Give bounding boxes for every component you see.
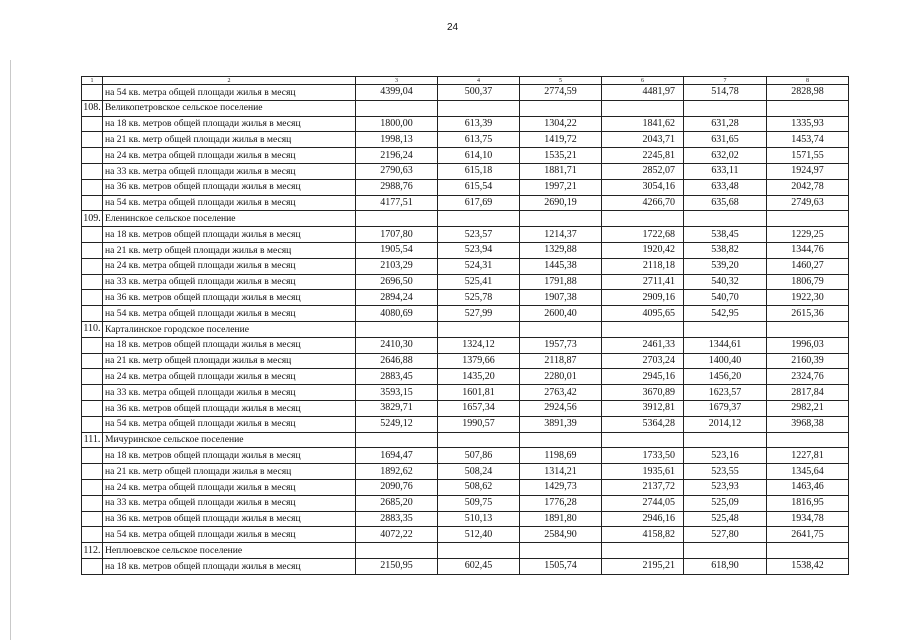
row-number — [82, 274, 103, 290]
value-cell: 1456,20 — [684, 369, 767, 385]
value-cell: 3968,38 — [767, 416, 849, 432]
value-cell — [767, 211, 849, 227]
section-row — [82, 543, 849, 559]
value-cell: 3829,71 — [356, 400, 438, 416]
value-cell: 1227,81 — [767, 448, 849, 464]
value-cell: 1679,37 — [684, 400, 767, 416]
value-cell: 2946,16 — [602, 511, 684, 527]
row-number — [82, 148, 103, 164]
column-number: 7 — [684, 77, 767, 85]
value-cell: 2696,50 — [356, 274, 438, 290]
value-cell: 2245,81 — [602, 148, 684, 164]
value-cell: 1429,73 — [520, 479, 602, 495]
value-cell: 1791,88 — [520, 274, 602, 290]
column-number-row — [82, 77, 849, 85]
value-cell: 4266,70 — [602, 195, 684, 211]
value-cell: 1776,28 — [520, 495, 602, 511]
value-cell: 3054,16 — [602, 179, 684, 195]
value-cell: 1379,66 — [438, 353, 520, 369]
value-cell — [520, 321, 602, 337]
value-cell — [684, 321, 767, 337]
value-cell: 613,75 — [438, 132, 520, 148]
row-number — [82, 464, 103, 480]
value-cell: 2883,35 — [356, 511, 438, 527]
row-number — [82, 290, 103, 306]
row-description: на 36 кв. метров общей площади жилья в месяц — [103, 400, 356, 416]
row-description: на 24 кв. метра общей площади жилья в месяц — [103, 369, 356, 385]
value-cell: 2615,36 — [767, 306, 849, 322]
value-cell — [602, 432, 684, 448]
value-cell: 2195,21 — [602, 558, 684, 574]
value-cell — [602, 543, 684, 559]
value-cell: 1996,03 — [767, 337, 849, 353]
value-cell: 2600,40 — [520, 306, 602, 322]
value-cell: 1601,81 — [438, 385, 520, 401]
value-cell: 617,69 — [438, 195, 520, 211]
table-row — [82, 369, 849, 385]
table-row — [82, 511, 849, 527]
value-cell: 602,45 — [438, 558, 520, 574]
value-cell: 2280,01 — [520, 369, 602, 385]
value-cell: 2924,56 — [520, 400, 602, 416]
value-cell: 1324,12 — [438, 337, 520, 353]
row-number — [82, 163, 103, 179]
row-description: на 33 кв. метра общей площади жилья в месяц — [103, 163, 356, 179]
value-cell — [767, 543, 849, 559]
value-cell — [520, 100, 602, 116]
value-cell: 614,10 — [438, 148, 520, 164]
value-cell: 1538,42 — [767, 558, 849, 574]
row-number — [82, 416, 103, 432]
row-number — [82, 242, 103, 258]
value-cell: 2828,98 — [767, 85, 849, 101]
value-cell: 539,20 — [684, 258, 767, 274]
settlement-name: Мичуринское сельское поселение — [103, 432, 356, 448]
value-cell: 1435,20 — [438, 369, 520, 385]
value-cell: 1344,76 — [767, 242, 849, 258]
row-description: на 18 кв. метров общей площади жилья в месяц — [103, 337, 356, 353]
value-cell: 1881,71 — [520, 163, 602, 179]
value-cell: 1806,79 — [767, 274, 849, 290]
value-cell — [438, 432, 520, 448]
value-cell: 4481,97 — [602, 85, 684, 101]
value-cell: 1997,21 — [520, 179, 602, 195]
table-row — [82, 258, 849, 274]
value-cell: 2118,18 — [602, 258, 684, 274]
value-cell: 2945,16 — [602, 369, 684, 385]
table-body — [82, 77, 849, 575]
value-cell: 1816,95 — [767, 495, 849, 511]
row-number — [82, 448, 103, 464]
value-cell: 635,68 — [684, 195, 767, 211]
value-cell: 5249,12 — [356, 416, 438, 432]
value-cell: 1314,21 — [520, 464, 602, 480]
row-number — [82, 195, 103, 211]
value-cell — [684, 543, 767, 559]
value-cell: 1934,78 — [767, 511, 849, 527]
value-cell — [356, 543, 438, 559]
value-cell: 1998,13 — [356, 132, 438, 148]
value-cell: 1304,22 — [520, 116, 602, 132]
value-cell: 508,62 — [438, 479, 520, 495]
value-cell: 615,18 — [438, 163, 520, 179]
value-cell: 2196,24 — [356, 148, 438, 164]
value-cell: 1335,93 — [767, 116, 849, 132]
value-cell: 4072,22 — [356, 527, 438, 543]
value-cell: 527,99 — [438, 306, 520, 322]
table-row — [82, 306, 849, 322]
value-cell: 1657,34 — [438, 400, 520, 416]
value-cell: 1694,47 — [356, 448, 438, 464]
value-cell: 5364,28 — [602, 416, 684, 432]
value-cell — [520, 432, 602, 448]
value-cell: 2584,90 — [520, 527, 602, 543]
row-number — [82, 116, 103, 132]
row-number — [82, 511, 103, 527]
row-description: на 18 кв. метров общей площади жилья в месяц — [103, 558, 356, 574]
value-cell: 613,39 — [438, 116, 520, 132]
row-description: на 18 кв. метров общей площади жилья в месяц — [103, 448, 356, 464]
value-cell: 1733,50 — [602, 448, 684, 464]
value-cell — [520, 211, 602, 227]
value-cell — [438, 321, 520, 337]
table-row — [82, 242, 849, 258]
value-cell — [602, 100, 684, 116]
value-cell: 1329,88 — [520, 242, 602, 258]
value-cell: 1345,64 — [767, 464, 849, 480]
value-cell: 2641,75 — [767, 527, 849, 543]
value-cell: 540,70 — [684, 290, 767, 306]
value-cell: 2160,39 — [767, 353, 849, 369]
value-cell: 2118,87 — [520, 353, 602, 369]
value-cell: 4399,04 — [356, 85, 438, 101]
value-cell: 1990,57 — [438, 416, 520, 432]
value-cell: 1214,37 — [520, 227, 602, 243]
row-number — [82, 495, 103, 511]
table-row — [82, 558, 849, 574]
value-cell: 514,78 — [684, 85, 767, 101]
table-row — [82, 464, 849, 480]
table-row — [82, 179, 849, 195]
table-row — [82, 479, 849, 495]
row-description: на 18 кв. метров общей площади жилья в месяц — [103, 116, 356, 132]
value-cell: 2749,63 — [767, 195, 849, 211]
value-cell: 523,93 — [684, 479, 767, 495]
row-description: на 54 кв. метра общей площади жилья в месяц — [103, 527, 356, 543]
value-cell: 1800,00 — [356, 116, 438, 132]
table-row — [82, 527, 849, 543]
value-cell: 2410,30 — [356, 337, 438, 353]
value-cell: 1463,46 — [767, 479, 849, 495]
row-number: 112. — [82, 543, 103, 559]
value-cell: 3593,15 — [356, 385, 438, 401]
row-description: на 24 кв. метра общей площади жилья в месяц — [103, 479, 356, 495]
table-row — [82, 227, 849, 243]
row-number — [82, 306, 103, 322]
value-cell — [356, 321, 438, 337]
value-cell: 2324,76 — [767, 369, 849, 385]
value-cell: 2043,71 — [602, 132, 684, 148]
row-description: на 33 кв. метра общей площади жилья в месяц — [103, 385, 356, 401]
row-number — [82, 400, 103, 416]
value-cell: 525,48 — [684, 511, 767, 527]
scan-edge-line — [10, 60, 11, 640]
table-row — [82, 132, 849, 148]
value-cell: 1707,80 — [356, 227, 438, 243]
value-cell — [684, 432, 767, 448]
value-cell: 618,90 — [684, 558, 767, 574]
table-row — [82, 195, 849, 211]
value-cell: 1920,42 — [602, 242, 684, 258]
value-cell: 525,09 — [684, 495, 767, 511]
row-number — [82, 227, 103, 243]
row-description: на 21 кв. метр общей площади жилья в месяц — [103, 464, 356, 480]
value-cell: 2461,33 — [602, 337, 684, 353]
table-row — [82, 163, 849, 179]
value-cell: 2817,84 — [767, 385, 849, 401]
value-cell — [684, 211, 767, 227]
value-cell: 1623,57 — [684, 385, 767, 401]
value-cell: 525,41 — [438, 274, 520, 290]
row-description: на 18 кв. метров общей площади жилья в месяц — [103, 227, 356, 243]
value-cell — [438, 543, 520, 559]
row-number — [82, 527, 103, 543]
value-cell: 2103,29 — [356, 258, 438, 274]
value-cell: 2790,63 — [356, 163, 438, 179]
value-cell — [602, 211, 684, 227]
table-row — [82, 448, 849, 464]
value-cell: 527,80 — [684, 527, 767, 543]
row-number — [82, 385, 103, 401]
row-number — [82, 258, 103, 274]
row-number — [82, 558, 103, 574]
value-cell: 2883,45 — [356, 369, 438, 385]
value-cell: 1924,97 — [767, 163, 849, 179]
value-cell: 2988,76 — [356, 179, 438, 195]
value-cell — [520, 543, 602, 559]
value-cell — [438, 100, 520, 116]
column-number: 4 — [438, 77, 520, 85]
value-cell: 3891,39 — [520, 416, 602, 432]
value-cell: 510,13 — [438, 511, 520, 527]
value-cell: 2137,72 — [602, 479, 684, 495]
value-cell: 4158,82 — [602, 527, 684, 543]
value-cell: 500,37 — [438, 85, 520, 101]
table-row — [82, 274, 849, 290]
table-row — [82, 148, 849, 164]
value-cell: 1229,25 — [767, 227, 849, 243]
row-description: на 54 кв. метра общей площади жилья в месяц — [103, 416, 356, 432]
value-cell — [767, 321, 849, 337]
value-cell: 1892,62 — [356, 464, 438, 480]
value-cell: 632,02 — [684, 148, 767, 164]
value-cell: 3912,81 — [602, 400, 684, 416]
value-cell: 2690,19 — [520, 195, 602, 211]
section-row — [82, 100, 849, 116]
row-number: 109. — [82, 211, 103, 227]
value-cell: 1571,55 — [767, 148, 849, 164]
value-cell: 512,40 — [438, 527, 520, 543]
value-cell — [438, 211, 520, 227]
column-number: 3 — [356, 77, 438, 85]
value-cell: 1419,72 — [520, 132, 602, 148]
value-cell: 523,94 — [438, 242, 520, 258]
value-cell: 4177,51 — [356, 195, 438, 211]
value-cell: 2711,41 — [602, 274, 684, 290]
value-cell: 615,54 — [438, 179, 520, 195]
row-number — [82, 353, 103, 369]
row-description: на 54 кв. метра общей площади жилья в месяц — [103, 85, 356, 101]
value-cell — [602, 321, 684, 337]
value-cell: 2763,42 — [520, 385, 602, 401]
table-row — [82, 385, 849, 401]
settlement-name: Великопетровское сельское поселение — [103, 100, 356, 116]
value-cell: 2852,07 — [602, 163, 684, 179]
value-cell: 2982,21 — [767, 400, 849, 416]
row-description: на 36 кв. метров общей площади жилья в месяц — [103, 511, 356, 527]
value-cell: 523,55 — [684, 464, 767, 480]
value-cell — [767, 432, 849, 448]
value-cell: 523,57 — [438, 227, 520, 243]
value-cell: 540,32 — [684, 274, 767, 290]
value-cell: 2685,20 — [356, 495, 438, 511]
value-cell: 507,86 — [438, 448, 520, 464]
row-number — [82, 179, 103, 195]
value-cell: 633,48 — [684, 179, 767, 195]
value-cell: 2894,24 — [356, 290, 438, 306]
value-cell: 525,78 — [438, 290, 520, 306]
row-description: на 21 кв. метр общей площади жилья в месяц — [103, 353, 356, 369]
row-description: на 54 кв. метра общей площади жилья в месяц — [103, 306, 356, 322]
column-number: 8 — [767, 77, 849, 85]
value-cell: 1957,73 — [520, 337, 602, 353]
value-cell: 1722,68 — [602, 227, 684, 243]
value-cell: 524,31 — [438, 258, 520, 274]
value-cell: 2909,16 — [602, 290, 684, 306]
row-number — [82, 479, 103, 495]
row-number — [82, 337, 103, 353]
value-cell: 1841,62 — [602, 116, 684, 132]
value-cell: 2014,12 — [684, 416, 767, 432]
value-cell: 631,28 — [684, 116, 767, 132]
value-cell: 1198,69 — [520, 448, 602, 464]
value-cell: 542,95 — [684, 306, 767, 322]
value-cell: 4080,69 — [356, 306, 438, 322]
row-number — [82, 369, 103, 385]
tariff-table — [81, 76, 849, 575]
row-description: на 21 кв. метр общей площади жилья в месяц — [103, 242, 356, 258]
value-cell: 508,24 — [438, 464, 520, 480]
section-row — [82, 432, 849, 448]
row-number: 111. — [82, 432, 103, 448]
value-cell: 1535,21 — [520, 148, 602, 164]
table-row — [82, 116, 849, 132]
row-description: на 33 кв. метра общей площади жилья в месяц — [103, 274, 356, 290]
value-cell: 1907,38 — [520, 290, 602, 306]
column-number: 2 — [103, 77, 356, 85]
value-cell: 1935,61 — [602, 464, 684, 480]
value-cell: 1922,30 — [767, 290, 849, 306]
column-number: 5 — [520, 77, 602, 85]
row-description: на 24 кв. метра общей площади жилья в месяц — [103, 258, 356, 274]
value-cell: 2646,88 — [356, 353, 438, 369]
row-description: на 33 кв. метра общей площади жилья в месяц — [103, 495, 356, 511]
value-cell: 538,82 — [684, 242, 767, 258]
settlement-name: Неплюевское сельское поселение — [103, 543, 356, 559]
value-cell — [356, 432, 438, 448]
value-cell: 1445,38 — [520, 258, 602, 274]
row-description: на 36 кв. метров общей площади жилья в месяц — [103, 179, 356, 195]
row-description: на 54 кв. метра общей площади жилья в месяц — [103, 195, 356, 211]
value-cell: 631,65 — [684, 132, 767, 148]
settlement-name: Еленинское сельское поселение — [103, 211, 356, 227]
value-cell: 3670,89 — [602, 385, 684, 401]
row-description: на 21 кв. метр общей площади жилья в месяц — [103, 132, 356, 148]
table-row — [82, 337, 849, 353]
value-cell: 1891,80 — [520, 511, 602, 527]
value-cell: 523,16 — [684, 448, 767, 464]
value-cell: 1453,74 — [767, 132, 849, 148]
row-number — [82, 85, 103, 101]
table-row — [82, 290, 849, 306]
row-description: на 24 кв. метра общей площади жилья в месяц — [103, 148, 356, 164]
value-cell: 2042,78 — [767, 179, 849, 195]
value-cell: 2703,24 — [602, 353, 684, 369]
value-cell: 1460,27 — [767, 258, 849, 274]
value-cell: 1400,40 — [684, 353, 767, 369]
value-cell — [767, 100, 849, 116]
row-number: 110. — [82, 321, 103, 337]
value-cell: 4095,65 — [602, 306, 684, 322]
table-row — [82, 400, 849, 416]
column-number: 6 — [602, 77, 684, 85]
table-row — [82, 85, 849, 101]
value-cell: 2774,59 — [520, 85, 602, 101]
row-number: 108. — [82, 100, 103, 116]
value-cell — [356, 211, 438, 227]
page-number: 24 — [446, 22, 459, 33]
value-cell: 538,45 — [684, 227, 767, 243]
table-row — [82, 495, 849, 511]
value-cell: 1505,74 — [520, 558, 602, 574]
value-cell: 1905,54 — [356, 242, 438, 258]
row-description: на 36 кв. метров общей площади жилья в месяц — [103, 290, 356, 306]
value-cell: 509,75 — [438, 495, 520, 511]
value-cell: 1344,61 — [684, 337, 767, 353]
table-row — [82, 353, 849, 369]
value-cell — [684, 100, 767, 116]
settlement-name: Карталинское городское поселение — [103, 321, 356, 337]
value-cell: 2090,76 — [356, 479, 438, 495]
section-row — [82, 321, 849, 337]
value-cell: 2150,95 — [356, 558, 438, 574]
section-row — [82, 211, 849, 227]
value-cell: 633,11 — [684, 163, 767, 179]
value-cell — [356, 100, 438, 116]
table-row — [82, 416, 849, 432]
row-number — [82, 132, 103, 148]
value-cell: 2744,05 — [602, 495, 684, 511]
column-number: 1 — [82, 77, 103, 85]
